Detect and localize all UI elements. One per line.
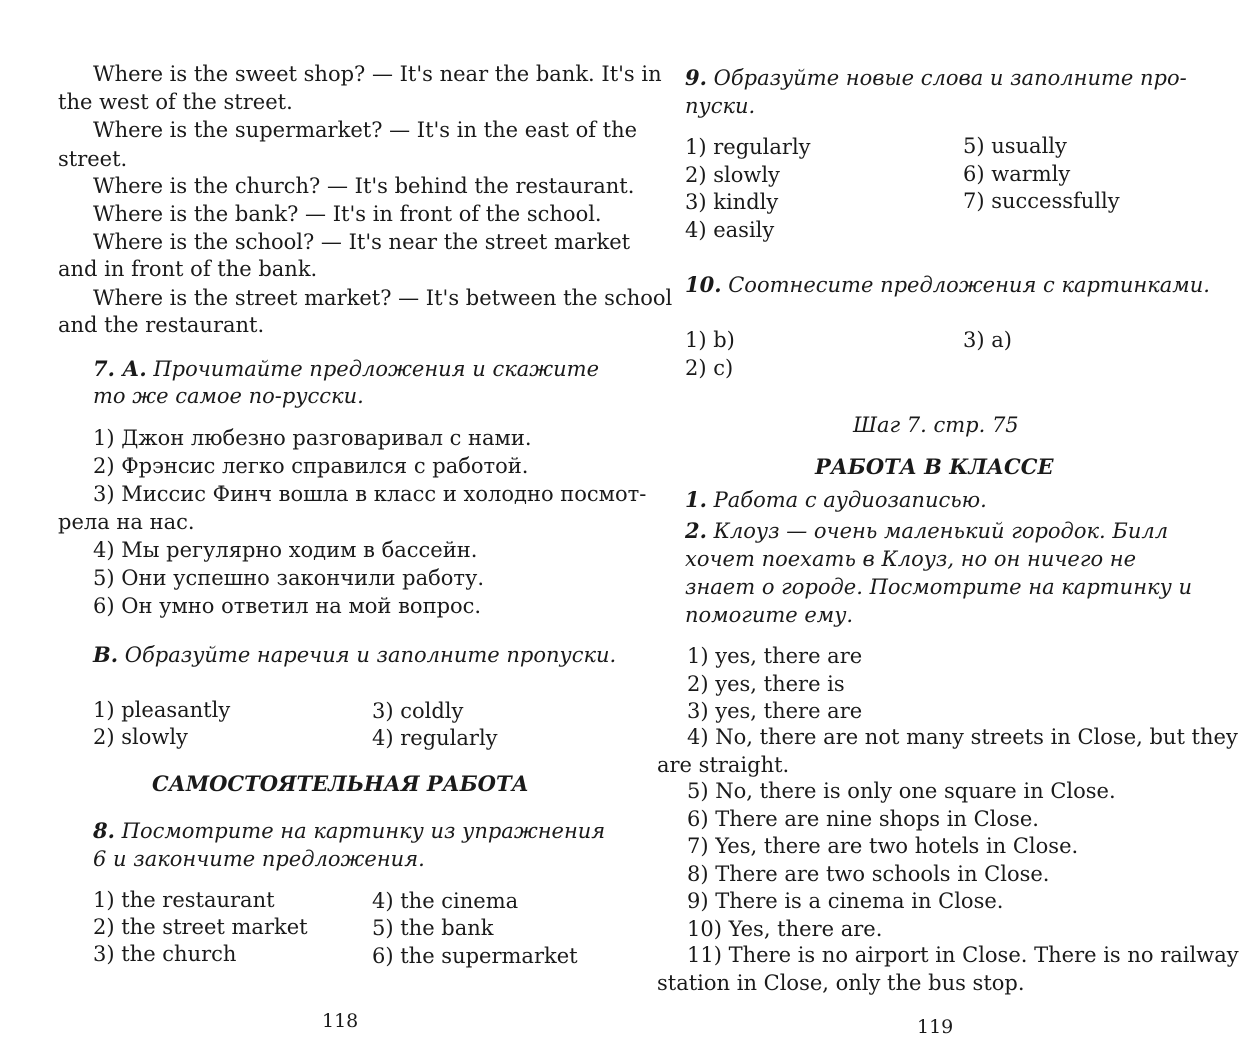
ex8-item: 3) the church <box>93 942 237 966</box>
exercise-number: 10. <box>685 272 722 297</box>
exercise-number: 7. А. <box>93 356 147 381</box>
ex9-item: 3) kindly <box>685 190 779 214</box>
task-number: 2. <box>685 518 707 543</box>
task-1 <box>685 487 987 513</box>
ex6-line: and the restaurant. <box>58 313 265 337</box>
ex7a-line: 5) Они успешно закончили работу. <box>93 566 485 590</box>
ex9-item: 2) slowly <box>685 163 780 187</box>
answer-line: 8) There are two schools in Close. <box>687 862 1050 886</box>
ex6-line: the west of the street. <box>58 90 293 114</box>
exercise-number: B. <box>93 642 119 667</box>
ex8-item: 1) the restaurant <box>93 888 275 912</box>
answer-line: 9) There is a cinema in Close. <box>687 889 1004 913</box>
ex7a-line: рела на нас. <box>58 510 195 534</box>
ex8-item: 2) the street market <box>93 915 308 939</box>
exercise-title-continued: 6 и закончите предложения. <box>93 847 425 871</box>
ex6-line: Where is the supermarket? — It's in the east of the <box>93 118 638 142</box>
ex7a-line: 4) Мы регулярно ходим в бассейн. <box>93 538 478 562</box>
exercise-number: 9. <box>685 65 707 90</box>
exercise-title: Прочитайте предложения и скажите <box>153 357 600 381</box>
ex10-item: 2) c) <box>685 356 734 380</box>
page-number: 119 <box>917 1016 954 1038</box>
exercise-title: Образуйте новые слова и заполните про- <box>713 66 1187 90</box>
task-text: знает о городе. Посмотрите на картинку и <box>685 575 1192 599</box>
answer-line: 6) There are nine shops in Close. <box>687 807 1039 831</box>
ex9-item: 5) usually <box>963 134 1067 158</box>
ex8-item: 5) the bank <box>372 916 494 940</box>
task-text: Клоуз — очень маленький городок. Билл <box>713 519 1169 543</box>
exercise-7a-heading <box>93 356 599 382</box>
ex7a-line: 3) Миссис Финч вошла в класс и холодно посмот- <box>93 482 647 506</box>
exercise-title: Посмотрите на картинку из упражнения <box>121 819 606 843</box>
right-page <box>627 0 1254 1045</box>
ex6-line: Where is the bank? — It's in front of the school. <box>93 202 602 226</box>
answer-line: 2) yes, there is <box>687 672 845 696</box>
exercise-title-continued: то же самое по-русски. <box>93 384 364 408</box>
exercise-10-heading <box>685 272 1210 298</box>
task-number: 1. <box>685 487 707 512</box>
ex9-item: 7) successfully <box>963 189 1120 213</box>
answer-line: 7) Yes, there are two hotels in Close. <box>687 834 1079 858</box>
ex7a-line: 1) Джон любезно разговаривал с нами. <box>93 426 532 450</box>
ex6-line: and in front of the bank. <box>58 257 318 281</box>
ex7a-line: 6) Он умно ответил на мой вопрос. <box>93 594 482 618</box>
answer-line: are straight. <box>657 753 790 777</box>
ex7b-item: 4) regularly <box>372 726 498 750</box>
exercise-9-heading <box>685 65 1187 91</box>
ex8-item: 4) the cinema <box>372 889 519 913</box>
step-heading: Шаг 7. стр. 75 <box>853 413 1019 437</box>
answer-line: 10) Yes, there are. <box>687 917 883 941</box>
task-text: помогите ему. <box>685 603 854 627</box>
task-text: Работа с аудиозаписью. <box>713 488 987 512</box>
exercise-8-heading <box>93 818 605 844</box>
ex6-line: Where is the church? — It's behind the restaurant. <box>93 174 635 198</box>
section-heading: РАБОТА В КЛАССЕ <box>815 454 1054 479</box>
exercise-title: Образуйте наречия и заполните пропуски. <box>124 643 617 667</box>
answer-line: station in Close, only the bus stop. <box>657 971 1025 995</box>
ex6-line: Where is the street market? — It's between the school <box>93 286 673 310</box>
answer-line: 5) No, there is only one square in Close. <box>687 779 1116 803</box>
ex7b-item: 2) slowly <box>93 725 188 749</box>
ex9-item: 1) regularly <box>685 135 811 159</box>
answer-line: 11) There is no airport in Close. There is no railway <box>687 943 1239 967</box>
ex7a-line: 2) Фрэнсис легко справился с работой. <box>93 454 529 478</box>
page-number: 118 <box>322 1010 359 1032</box>
answer-line: 4) No, there are not many streets in Close, but they <box>687 725 1238 749</box>
answer-line: 3) yes, there are <box>687 699 863 723</box>
section-heading: САМОСТОЯТЕЛЬНАЯ РАБОТА <box>152 771 529 796</box>
ex6-line: street. <box>58 147 128 171</box>
task-text: хочет поехать в Клоуз, но он ничего не <box>685 547 1137 571</box>
task-2 <box>685 518 1168 544</box>
ex6-line: Where is the sweet shop? — It's near the bank. It's in <box>93 62 662 86</box>
exercise-title-continued: пуски. <box>685 94 756 118</box>
ex10-item: 3) a) <box>963 328 1012 352</box>
ex10-item: 1) b) <box>685 328 735 352</box>
ex8-item: 6) the supermarket <box>372 944 578 968</box>
ex9-item: 4) easily <box>685 218 775 242</box>
exercise-title: Соотнесите предложения с картинками. <box>728 273 1210 297</box>
exercise-7b-heading <box>93 642 616 668</box>
ex6-line: Where is the school? — It's near the street market <box>93 230 631 254</box>
ex7b-item: 1) pleasantly <box>93 698 231 722</box>
exercise-number: 8. <box>93 818 115 843</box>
ex9-item: 6) warmly <box>963 162 1071 186</box>
ex7b-item: 3) coldly <box>372 699 464 723</box>
answer-line: 1) yes, there are <box>687 644 863 668</box>
